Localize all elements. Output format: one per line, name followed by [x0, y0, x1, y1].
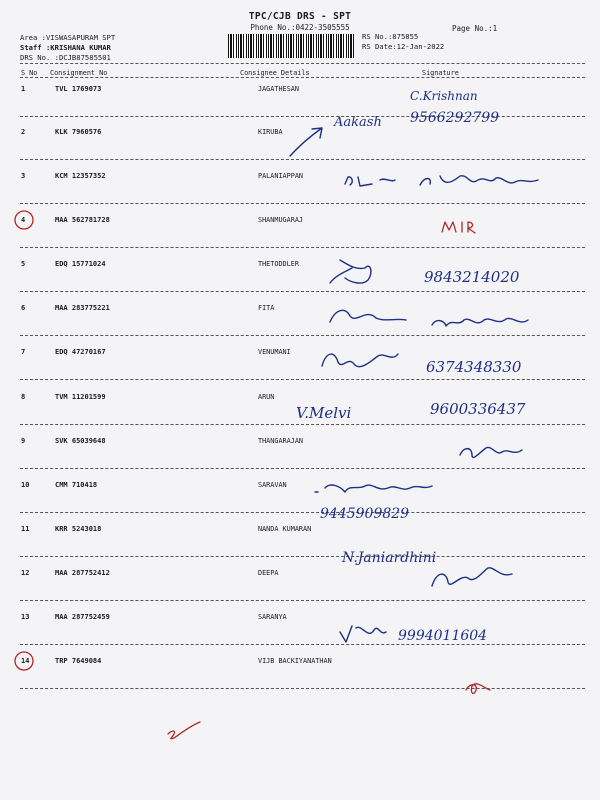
red-tick [168, 722, 200, 739]
table-row [0, 437, 600, 449]
handwritten-signature: V.Melvi [296, 404, 352, 422]
table-row [0, 481, 600, 493]
row-sno: 9 [21, 437, 26, 445]
row-consignee: ARUN [258, 393, 275, 401]
row-consignee: THANGARAJAN [258, 437, 304, 445]
staff-label: Staff :KRISHANA KUMAR [20, 43, 111, 52]
row-consignee: SARAVAN [258, 481, 287, 489]
row-consignee: VIJB BACKIYANATHAN [258, 657, 332, 665]
row-sno: 7 [21, 348, 26, 356]
divider [20, 556, 585, 557]
row-sno: 12 [21, 569, 30, 577]
row-consignee: JAGATHESAN [258, 85, 299, 93]
area-label: Area :VISWASAPURAM SPT [20, 33, 116, 42]
column-header-consignment: Consignment No [50, 69, 108, 77]
table-row [0, 393, 600, 405]
table-row [0, 128, 600, 140]
table-row [0, 525, 600, 537]
page-number: Page No.:1 [452, 24, 498, 33]
row-sno: 8 [21, 393, 26, 401]
table-row [0, 657, 600, 669]
divider [20, 512, 585, 513]
divider [20, 379, 585, 380]
table-row [0, 172, 600, 184]
row-sno: 1 [21, 85, 26, 93]
handwritten-phone: 9600336437 [430, 400, 526, 418]
handwritten-phone: 9994011604 [398, 628, 488, 644]
rs-date: RS Date:12-Jan-2022 [362, 42, 445, 51]
rs-number: RS No.:875855 [362, 32, 419, 41]
table-row [0, 613, 600, 625]
drs-number: DRS No. :DCJB87585501 [20, 53, 111, 62]
divider [20, 77, 585, 78]
signature-scribble [340, 626, 386, 642]
divider [20, 291, 585, 292]
row-sno: 11 [21, 525, 30, 533]
row-consignment-no: TVL 1769073 [55, 85, 102, 93]
column-header-sno: S No [21, 69, 38, 77]
row-consignee: SARANYA [258, 613, 287, 621]
row-consignment-no: KLK 7960576 [55, 128, 102, 136]
row-consignee: FITA [258, 304, 275, 312]
row-consignee: KIRUBA [258, 128, 283, 136]
column-header-signature: Signature [422, 69, 459, 77]
divider [20, 424, 585, 425]
row-consignment-no: EDQ 47270167 [55, 348, 106, 356]
sheet-title: TPC/CJB DRS - SPT [248, 11, 352, 22]
handwritten-signature: Aakash [334, 115, 382, 130]
divider [20, 600, 585, 601]
table-row [0, 348, 600, 360]
divider [20, 203, 585, 204]
row-consignment-no: MAA 287752459 [55, 613, 110, 621]
handwritten-signature: N.Janiardhini [342, 550, 437, 566]
row-sno: 4 [21, 216, 26, 224]
row-sno: 3 [21, 172, 26, 180]
row-sno: 14 [21, 657, 30, 665]
handwritten-phone: 6374348330 [426, 358, 522, 376]
row-consignment-no: MAA 562781728 [55, 216, 110, 224]
row-consignment-no: EDQ 15771024 [55, 260, 106, 268]
phone-scribble [432, 318, 528, 326]
divider [20, 644, 585, 645]
handwritten-signature: C.Krishnan [410, 89, 478, 103]
table-row [0, 85, 600, 97]
row-sno: 13 [21, 613, 30, 621]
row-sno: 6 [21, 304, 26, 312]
row-consignee: THETODDLER [258, 260, 299, 268]
row-consignment-no: KCM 12357352 [55, 172, 106, 180]
row-consignment-no: CMM 710418 [55, 481, 98, 489]
table-row [0, 569, 600, 581]
row-consignee: PALANIAPPAN [258, 172, 304, 180]
divider [20, 247, 585, 248]
table-row [0, 216, 600, 228]
row-consignment-no: MAA 287752412 [55, 569, 110, 577]
row-consignment-no: SVK 65039648 [55, 437, 106, 445]
divider [20, 159, 585, 160]
divider [20, 468, 585, 469]
handwritten-phone: 9843214020 [424, 268, 520, 286]
barcode [228, 34, 354, 58]
row-sno: 10 [21, 481, 30, 489]
row-sno: 2 [21, 128, 26, 136]
divider [20, 116, 585, 117]
row-consignee: VENUMANI [258, 348, 291, 356]
divider [20, 335, 585, 336]
row-consignment-no: MAA 283775221 [55, 304, 110, 312]
row-consignee: DEEPA [258, 569, 279, 577]
divider [20, 63, 585, 64]
row-consignee: NANDA KUMARAN [258, 525, 312, 533]
divider [20, 688, 585, 689]
column-header-consignee: Consignee Details [240, 69, 310, 77]
handwritten-phone: 9566292799 [410, 110, 500, 126]
table-row [0, 260, 600, 272]
handwritten-phone: 9445909829 [320, 506, 410, 522]
row-consignment-no: TVM 11201599 [55, 393, 106, 401]
row-consignment-no: KRR 5243018 [55, 525, 102, 533]
table-row [0, 304, 600, 316]
row-consignee: SHANMUGARAJ [258, 216, 304, 224]
row-consignment-no: TRP 7649084 [55, 657, 102, 665]
phone-number: Phone No.:0422-3505555 [250, 23, 350, 32]
row-sno: 5 [21, 260, 26, 268]
